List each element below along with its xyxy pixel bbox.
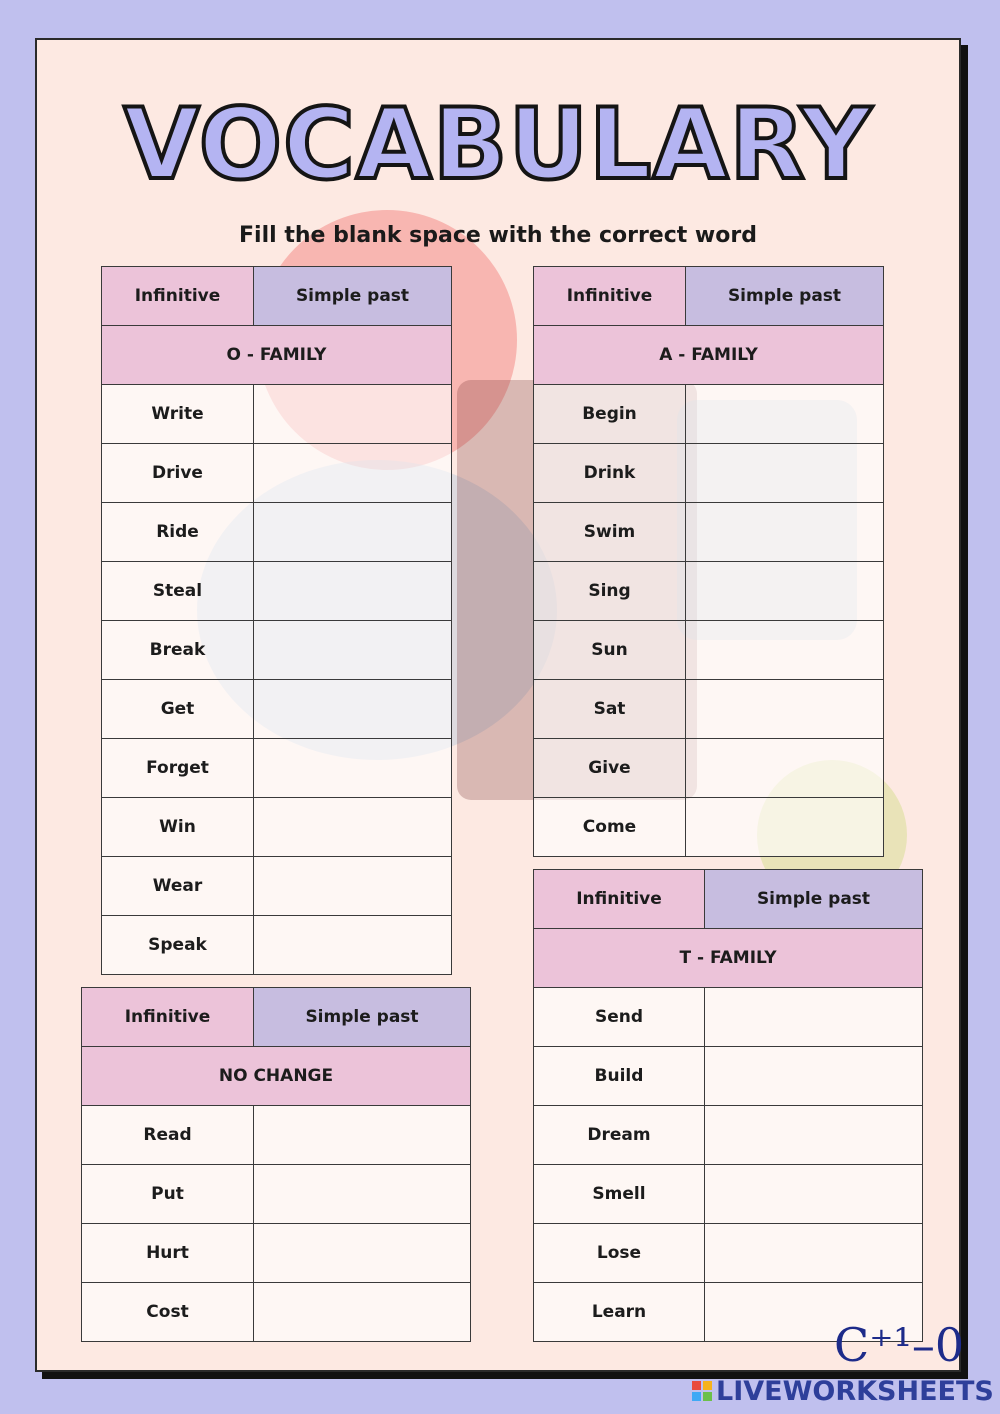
answer-blank[interactable]: [254, 1224, 471, 1283]
word-cell: Ride: [102, 503, 254, 562]
answer-blank[interactable]: [686, 680, 884, 739]
liveworksheets-watermark: [692, 1374, 994, 1408]
word-cell: Dream: [534, 1106, 705, 1165]
answer-blank[interactable]: [254, 562, 452, 621]
word-cell: Swim: [534, 503, 686, 562]
word-cell: Hurt: [82, 1224, 254, 1283]
no-change-table: [81, 987, 471, 1342]
answer-blank[interactable]: [686, 621, 884, 680]
word-cell: Steal: [102, 562, 254, 621]
o-family-table: [101, 266, 452, 975]
answer-blank[interactable]: [254, 1165, 471, 1224]
word-cell: Learn: [534, 1283, 705, 1342]
answer-blank[interactable]: [705, 1224, 923, 1283]
header-simple-past: Simple past: [686, 267, 884, 326]
answer-blank[interactable]: [254, 798, 452, 857]
answer-blank[interactable]: [254, 444, 452, 503]
answer-blank[interactable]: [686, 739, 884, 798]
header-infinitive: Infinitive: [534, 267, 686, 326]
answer-blank[interactable]: [254, 680, 452, 739]
answer-blank[interactable]: [686, 503, 884, 562]
answer-blank[interactable]: [686, 562, 884, 621]
word-cell: Cost: [82, 1283, 254, 1342]
answer-blank[interactable]: [686, 385, 884, 444]
header-infinitive: Infinitive: [82, 988, 254, 1047]
word-cell: Lose: [534, 1224, 705, 1283]
answer-blank[interactable]: [254, 621, 452, 680]
word-cell: Sun: [534, 621, 686, 680]
family-label: T - FAMILY: [534, 929, 923, 988]
answer-blank[interactable]: [705, 988, 923, 1047]
word-cell: Drink: [534, 444, 686, 503]
header-simple-past: Simple past: [254, 267, 452, 326]
family-label: O - FAMILY: [102, 326, 452, 385]
worksheet-sheet: [35, 38, 961, 1372]
word-cell: Win: [102, 798, 254, 857]
word-cell: Forget: [102, 739, 254, 798]
answer-blank[interactable]: [686, 798, 884, 857]
answer-blank[interactable]: [686, 444, 884, 503]
answer-blank[interactable]: [254, 739, 452, 798]
header-infinitive: Infinitive: [102, 267, 254, 326]
header-simple-past: Simple past: [705, 870, 923, 929]
word-cell: Smell: [534, 1165, 705, 1224]
word-cell: Send: [534, 988, 705, 1047]
word-cell: Sat: [534, 680, 686, 739]
word-cell: Sing: [534, 562, 686, 621]
answer-blank[interactable]: [254, 857, 452, 916]
family-label: NO CHANGE: [82, 1047, 471, 1106]
t-family-table: [533, 869, 923, 1342]
word-cell: Write: [102, 385, 254, 444]
word-cell: Come: [534, 798, 686, 857]
answer-blank[interactable]: [254, 385, 452, 444]
answer-blank[interactable]: [705, 1047, 923, 1106]
answer-blank[interactable]: [254, 916, 452, 975]
answer-blank[interactable]: [254, 1106, 471, 1165]
a-family-table: [533, 266, 884, 857]
liveworksheets-logo-icon: [692, 1381, 712, 1401]
header-infinitive: Infinitive: [534, 870, 705, 929]
answer-blank[interactable]: [254, 503, 452, 562]
word-cell: Wear: [102, 857, 254, 916]
word-cell: Put: [82, 1165, 254, 1224]
word-cell: Build: [534, 1047, 705, 1106]
answer-blank[interactable]: [254, 1283, 471, 1342]
page-title: VOCABULARY: [123, 88, 873, 202]
answer-blank[interactable]: [705, 1165, 923, 1224]
word-cell: Drive: [102, 444, 254, 503]
word-cell: Break: [102, 621, 254, 680]
word-cell: Begin: [534, 385, 686, 444]
answer-blank[interactable]: [705, 1106, 923, 1165]
header-simple-past: Simple past: [254, 988, 471, 1047]
word-cell: Give: [534, 739, 686, 798]
instruction-text: Fill the blank space with the correct word: [239, 223, 757, 248]
family-label: A - FAMILY: [534, 326, 884, 385]
word-cell: Read: [82, 1106, 254, 1165]
word-cell: Get: [102, 680, 254, 739]
word-cell: Speak: [102, 916, 254, 975]
brand-name: LIVEWORKSHEETS: [716, 1375, 994, 1407]
corner-mark: C⁺¹–0: [834, 1318, 965, 1372]
